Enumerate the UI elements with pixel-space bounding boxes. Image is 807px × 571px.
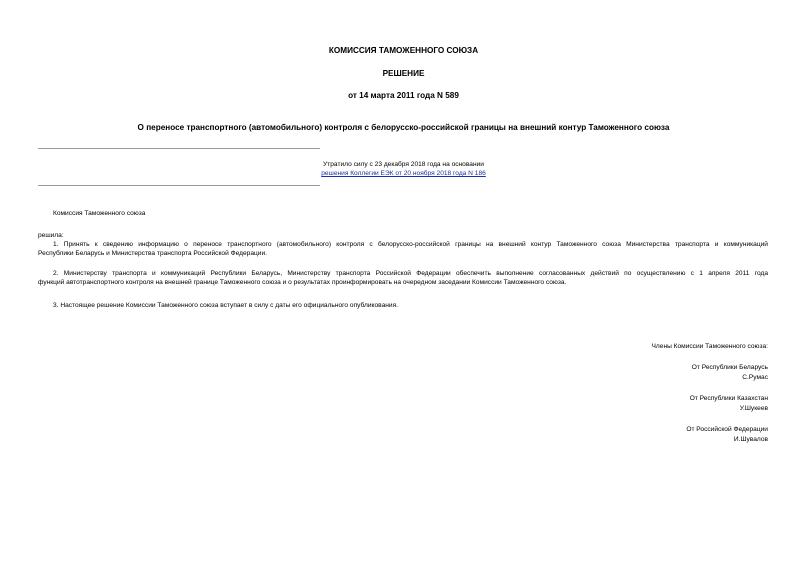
signature-belarus-country: От Республики Беларусь: [691, 364, 768, 371]
item-2: [38, 269, 768, 287]
document-type-heading: РЕШЕНИЕ: [382, 69, 425, 78]
item-1-line-1: 1. Принять к сведению информацию о переносе транспортного (автомобильного) контроля с белорусско-российской границы на внешний контур Таможенного союза Министерства транспорта и коммуникаций: [53, 241, 768, 248]
repeal-notice-text: Утратило силу с 23 декабря 2018 года на основании: [323, 161, 484, 168]
signature-russia-country: От Российской Федерации: [686, 426, 768, 433]
item-3: 3. Настоящее решение Комиссии Таможенного союза вступает в силу с даты его официального опубликования.: [53, 302, 398, 309]
preamble: Комиссия Таможенного союза: [53, 210, 146, 217]
signature-russia-name: И.Шувалов: [733, 436, 768, 443]
item-1-line-2: Республики Беларусь и Министерства транспорта Российской Федерации.: [38, 250, 267, 257]
item-1: [38, 240, 768, 258]
notice-top-divider: [38, 148, 320, 149]
item-2-line-1: 2. Министерству транспорта и коммуникаций Республики Беларусь, Министерству транспорта Российской Федерации обеспечить выполнение согласованных действий по осуществлению с 1 апреля 2011 года: [53, 270, 768, 277]
signature-kazakhstan-country: От Республики Казахстан: [689, 395, 768, 402]
signature-kazakhstan-name: У.Шукеев: [739, 405, 768, 412]
document-title: О переносе транспортного (автомобильного) контроля с белорусско-российской границы на внешний контур Таможенного союза: [137, 123, 670, 132]
signatures-heading: Члены Комиссии Таможенного союза:: [651, 343, 768, 350]
resolved-label: решила:: [38, 232, 64, 239]
notice-bottom-divider: [38, 185, 320, 186]
item-2-line-2: функций автотранспортного контроля на внешней границе Таможенного союза и о результатах проинформировать на очередном заседании Комиссии Таможенного союза.: [38, 279, 567, 286]
repeal-notice-link-row: [200, 169, 607, 178]
document-date-number: от 14 марта 2011 года N 589: [348, 91, 459, 100]
organization-heading: КОМИССИЯ ТАМОЖЕННОГО СОЮЗА: [328, 46, 479, 55]
repeal-decision-link[interactable]: решения Коллегии ЕЭК от 20 ноября 2018 года N 186: [321, 170, 486, 177]
signature-belarus-name: С.Румас: [742, 374, 768, 381]
